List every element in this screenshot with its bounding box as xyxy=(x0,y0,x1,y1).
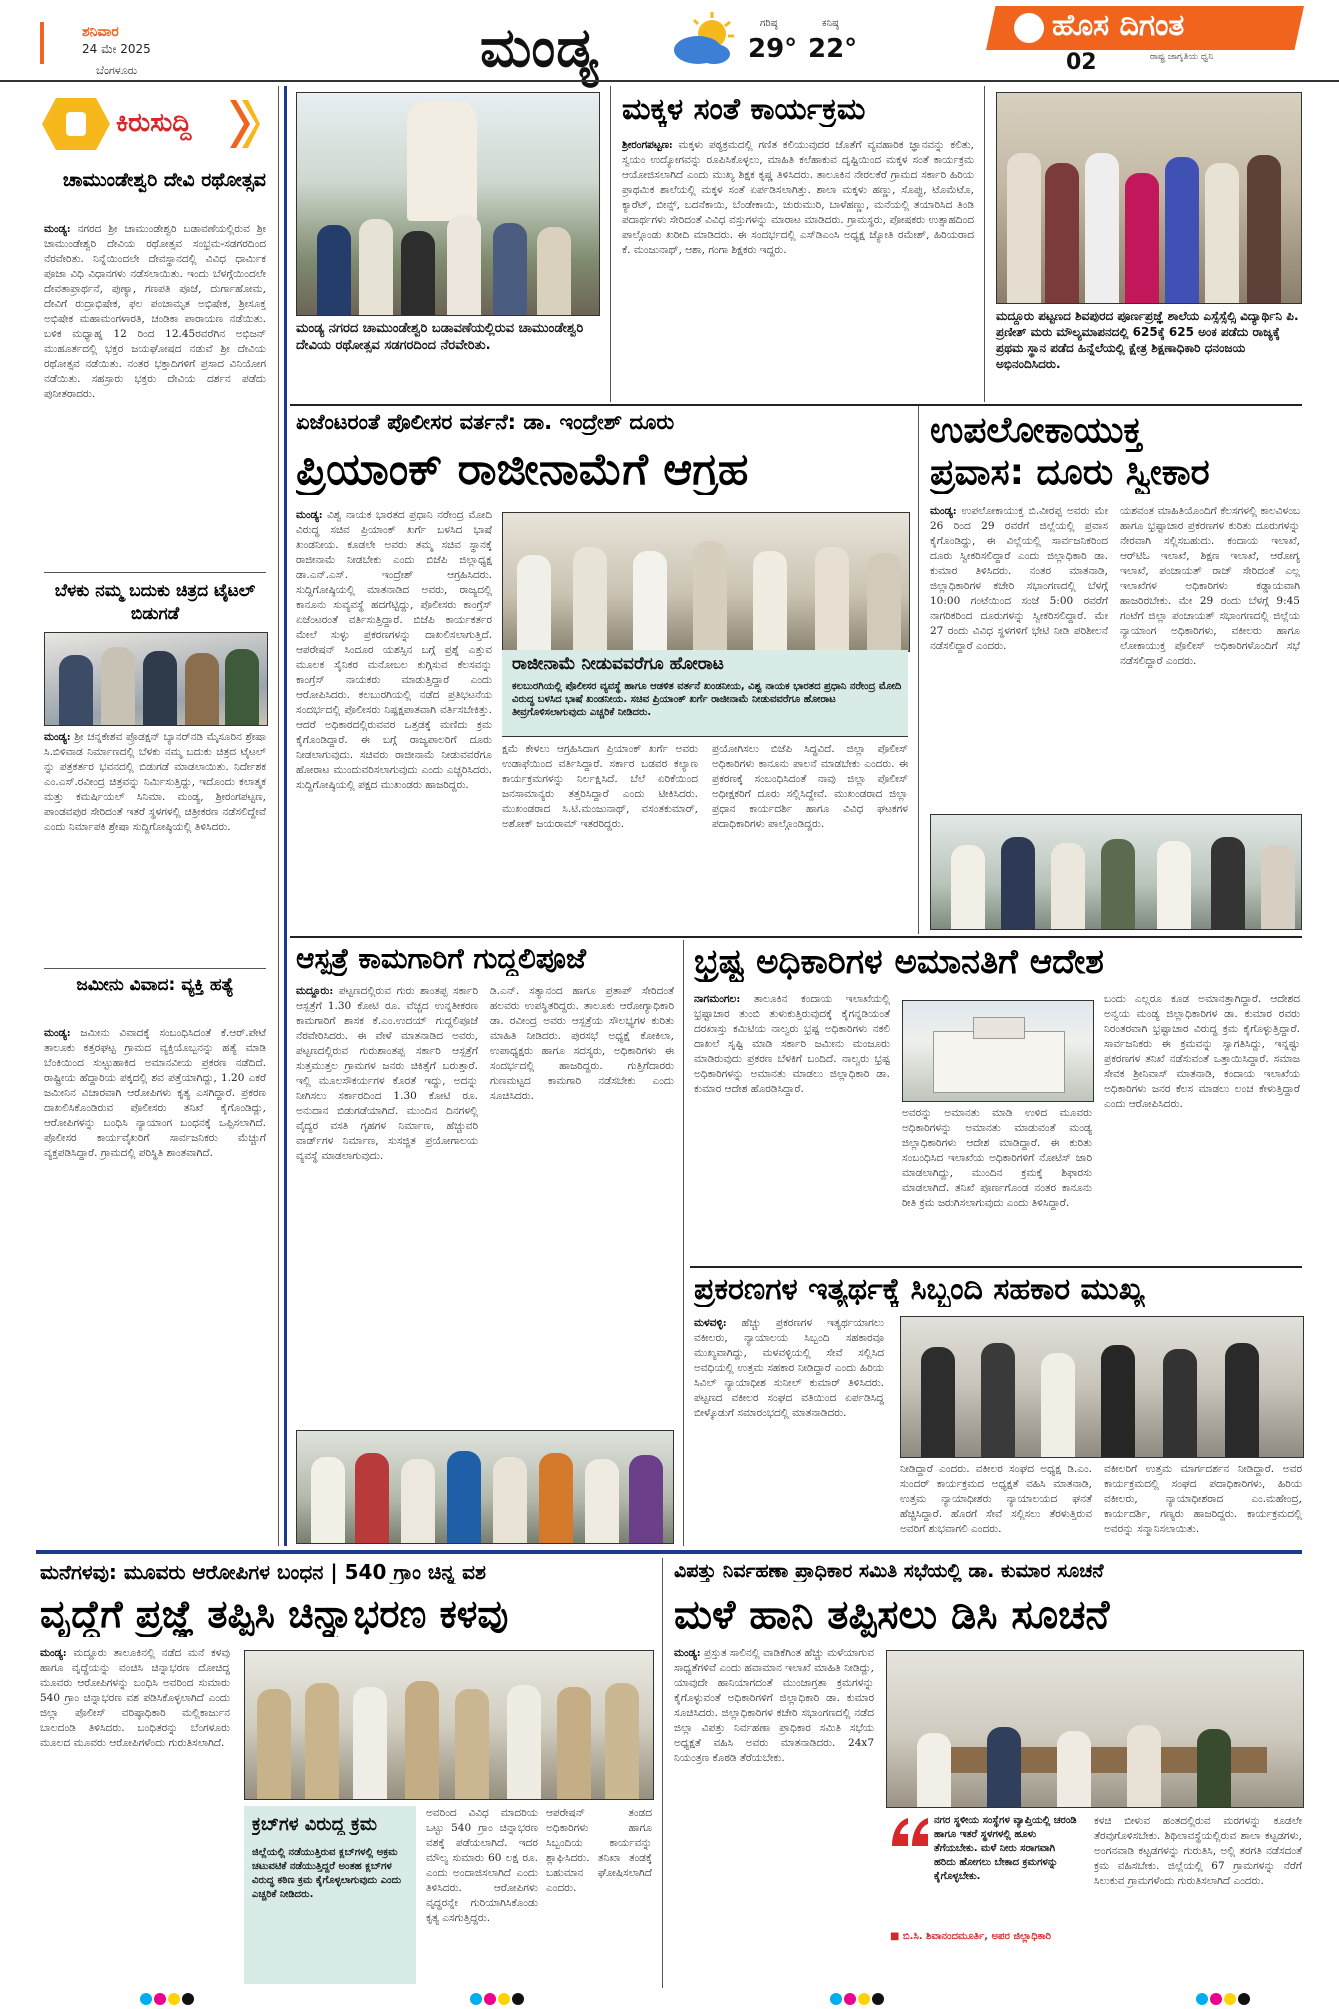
rath-festival-photo xyxy=(296,92,600,316)
masthead-date-accent xyxy=(40,22,44,64)
priyank-headline: ಪ್ರಿಯಾಂಕ್ ರಾಜೀನಾಮೆಗೆ ಆಗ್ರಹ xyxy=(296,444,749,495)
section-rule xyxy=(290,404,1302,406)
column-divider xyxy=(984,86,985,402)
judge-farewell-photo xyxy=(900,1316,1304,1458)
priyank-body-3 xyxy=(712,742,908,928)
suspension-headline: ಭ್ರಷ್ಟ ಅಧಿಕಾರಿಗಳ ಅಮಾನತಿಗೆ ಆದೇಶ xyxy=(694,942,1104,982)
section-rule xyxy=(690,1266,1302,1268)
suspension-body-2 xyxy=(902,1106,1092,1282)
upalokayukta-body-2 xyxy=(1120,504,1300,804)
santhe-body xyxy=(622,138,974,396)
disaster-meeting-photo xyxy=(886,1650,1304,1808)
dateline: ಮಂಡ್ಯ: xyxy=(44,223,71,235)
dateline: ಶ್ರೀರಂಗಪಟ್ಟಣ: xyxy=(622,139,673,151)
dateline: ಮದ್ದೂರು: xyxy=(296,985,334,997)
priyank-kicker: ಏಜೆಂಟರಂತೆ ಪೊಲೀಸರ ವರ್ತನೆ: ಡಾ. ಇಂದ್ರೇಶ್ ದೂರು xyxy=(296,410,675,434)
dateline: ಮಂಡ್ಯ: xyxy=(40,1647,67,1659)
hospital-body-2 xyxy=(490,984,674,1424)
article-text: ಡಿ.ಎನ್. ಸತ್ಯಾನಂದ ಹಾಗೂ ಪ್ರತಾಪ್ ಸೇರಿದಂತೆ ಹಲವರು ಉಪಸ್ಥಿತರಿದ್ದರು. ತಾಲೂಕು ಆರೋಗ್ಯಾಧಿಕಾರಿ ಡಾ. ರವೀಂದ್ರ ಅವರು ಆಸ್ಪತ್ರೆಯ ಸೌಲಭ್ಯಗಳ ಕುರಿತು ಮಾಹಿತಿ ನೀಡಿದರು. ಪುರಸಭೆ ಅಧ್ಯಕ್ಷೆ ಕೋಕಿಲಾ, ಉಪಾಧ್ಯಕ್ಷರು ಹಾಗೂ ಸದಸ್ಯರು, ಅಧಿಕಾರಿಗಳು ಈ ಸಂದರ್ಭದಲ್ಲಿ ಹಾಜರಿದ್ದರು. ಗುತ್ತಿಗೆದಾರರು ಗುಣಮಟ್ಟದ ಕಾಮಗಾರಿ ನಡೆಸಬೇಕು ಎಂದು ಸೂಚಿಸಿದರು. xyxy=(490,985,674,1102)
priyank-body-2 xyxy=(502,742,698,928)
kirusuddi-title-2: ಬೆಳಕು ನಮ್ಮ ಬದುಕು ಚಿತ್ರದ ಟೈಟಲ್ ಬಿಡುಗಡೆ xyxy=(54,581,256,624)
registration-marks xyxy=(830,1990,886,2009)
dateline: ಮಳವಳ್ಳಿ: xyxy=(694,1317,727,1329)
disaster-quote-box xyxy=(886,1810,1082,1970)
kirusuddi-title-1: ಚಾಮುಂಡೇಶ್ವರಿ ದೇವಿ ರಥೋತ್ಸವ xyxy=(62,169,266,191)
kirusuddi-title-3: ಜಮೀನು ವಿವಾದ: ವ್ಯಕ್ತಿ ಹತ್ಯೆ xyxy=(76,975,234,995)
max-temp-label: ಗರಿಷ್ಠ xyxy=(760,18,778,29)
registration-marks xyxy=(140,1990,196,2009)
masthead-city: ಬೆಂಗಳೂರು xyxy=(96,64,138,77)
divider xyxy=(44,572,266,573)
article-text: ಮಕ್ಕಳು ಪಠ್ಯಕ್ರಮದಲ್ಲಿ ಗಣಿತ ಕಲಿಯುವುದರ ಜೊತೆಗೆ ವ್ಯವಹಾರಿಕ ಜ್ಞಾನವನ್ನು ಕಲಿತು, ಸ್ವಯಂ ಉದ್ಯೋಗವನ್ನು ರೂಪಿಸಿಕೊಳ್ಳಲು, ಮಾಹಿತಿ ಕಲೆಹಾಕುವ ದೃಷ್ಟಿಯಿಂದ ಮಕ್ಕಳ ಸಂತೆ ಕಾರ್ಯಕ್ರಮ ಆಯೋಜಿಸಲಾಗಿದೆ ಎಂದು ಮುಖ್ಯ ಶಿಕ್ಷಕ ಕೃಷ್ಣ ತಿಳಿಸಿದರು. ತಾಲೂಕಿನ ನೇರಲಕೆರೆ ಗ್ರಾಮದ ಸರ್ಕಾರಿ ಹಿರಿಯ ಪ್ರಾಥಮಿಕ ಶಾಲೆಯಲ್ಲಿ ಮಕ್ಕಳ ಸಂತೆ ಏರ್ಪಡಿಸಲಾಗಿತ್ತು. ಶಾಲಾ ಮಕ್ಕಳು ಹಣ್ಣು, ಸೊಪ್ಪು, ಟೊಮೆಟೊ, ಕ್ಯಾರೆಟ್, ಬೀನ್ಸ್, ಬದನೆಕಾಯಿ, ಬೆಂಡೇಕಾಯಿ, ಚುರುಮುರಿ, ಬಾಳೆಹಣ್ಣು, ಮನೆಯಲ್ಲಿ ತಯಾರಿಸಿದ ತಿಂಡಿ ಪದಾರ್ಥಗಳು ಸೇರಿದಂತೆ ವಿವಿಧ ವಸ್ತುಗಳನ್ನು ಮಾರಾಟ ಮಾಡಿದರು. ಗ್ರಾಮಸ್ಥರು, ಪೋಷಕರು ಉತ್ಸಾಹದಿಂದ ಪಾಲ್ಗೊಂಡು ಖರೀದಿ ಮಾಡಿದರು. ಈ ಸಂದರ್ಭದಲ್ಲಿ ಎಸ್‌ಡಿಎಂಸಿ ಅಧ್ಯಕ್ಷ ಜ್ಯೋತಿ ರಮೇಶ್, ಹಿರಿಯರಾದ ಕೆ. ಮಂಜುನಾಥ್, ಆಶಾ, ಗಂಗಾ ಶಿಕ್ಷಕರು ಇದ್ದರು. xyxy=(622,139,974,256)
article-text: ಕ್ಷಮೆ ಕೇಳಲು ಆಗ್ರಹಿಸಿದಾಗ ಪ್ರಿಯಾಂಕ್ ಖರ್ಗೆ ಅವರು ಉಡಾಫೆಯಿಂದ ವರ್ತಿಸಿದ್ದಾರೆ. ಸರ್ಕಾರ ಬಡವರ ಕಲ್ಯಾಣ ಕಾರ್ಯಕ್ರಮಗಳನ್ನು ನಿರ್ಲಕ್ಷಿಸಿದೆ. ಬೆಲೆ ಏರಿಕೆಯಿಂದ ಜನಸಾಮಾನ್ಯರು ತತ್ತರಿಸಿದ್ದಾರೆ ಎಂದು ಟೀಕಿಸಿದರು. ಮುಖಂಡರಾದ ಸಿ.ಟಿ.ಮಂಜುನಾಥ್, ವಸಂತಕುಮಾರ್, ಅಶೋಕ್ ಜಯರಾಮ್ ಇತರರಿದ್ದರು. xyxy=(502,743,698,830)
masthead xyxy=(0,0,1339,80)
article-text: ಮದ್ದೂರು ತಾಲೂಕಿನಲ್ಲಿ ನಡೆದ ಮನೆ ಕಳವು ಹಾಗೂ ವೃದ್ಧೆಯನ್ನು ವಂಚಿಸಿ ಚಿನ್ನಾಭರಣ ದೋಚಿದ್ದ ಮೂವರು ಆರೋಪಿಗಳನ್ನು ಬಂಧಿಸಿ ಅವರಿಂದ ಸುಮಾರು 540 ಗ್ರಾಂ ಚಿನ್ನಾಭರಣ ವಶ ಪಡಿಸಿಕೊಳ್ಳಲಾಗಿದೆ ಎಂದು ಜಿಲ್ಲಾ ಪೊಲೀಸ್ ವರಿಷ್ಠಾಧಿಕಾರಿ ಮಲ್ಲಿಕಾರ್ಜುನ ಬಾಲದಂಡಿ ತಿಳಿಸಿದರು. ಬಂಧಿತರನ್ನು ಬೆಂಗಳೂರು ಮೂಲದ ಮೂವರು ಆರೋಪಿಗಳೆಂದು ಗುರುತಿಸಲಾಗಿದೆ. xyxy=(40,1647,230,1749)
club-action-box xyxy=(244,1806,416,1984)
club-action-title: ಕ್ರಬ್‌ಗಳ ವಿರುದ್ಧ ಕ್ರಮ xyxy=(252,1814,377,1835)
column-divider xyxy=(610,86,611,402)
min-temp: 22° xyxy=(808,34,858,64)
upalokayukta-headline-line1: ಉಪಲೋಕಾಯುಕ್ತ xyxy=(930,410,1143,451)
kirusuddi-label: ಕಿರುಸುದ್ದಿ xyxy=(116,108,192,138)
chain-kicker: ಮನೆಗಳವು: ಮೂವರು ಆರೋಪಿಗಳ ಬಂಧನ | 540 ಗ್ರಾಂ ಚಿನ್ನ ವಶ xyxy=(40,1560,486,1584)
weather-icon xyxy=(668,10,738,70)
article-text: ಪ್ರಯೋಗಿಸಲು ಬಿಜೆಪಿ ಸಿದ್ಧವಿದೆ. ಜಿಲ್ಲಾ ಪೊಲೀಸ್ ಅಧಿಕಾರಿಗಳು ಕಾನೂನು ಪಾಲನೆ ಮಾಡಬೇಕು ಎಂದರು. ಈ ಪ್ರಕರಣಕ್ಕೆ ಸಂಬಂಧಿಸಿದಂತೆ ನಾವು ಜಿಲ್ಲಾ ಪೊಲೀಸ್ ಅಧೀಕ್ಷಕರಿಗೆ ದೂರು ಸಲ್ಲಿಸಿದ್ದೇವೆ. ಮುಖಂಡರಾದ ಜಿಲ್ಲಾ ಪ್ರಧಾನ ಕಾರ್ಯದರ್ಶಿ ಹಾಗೂ ವಿವಿಧ ಘಟಕಗಳ ಪದಾಧಿಕಾರಿಗಳು ಪಾಲ್ಗೊಂಡಿದ್ದರು. xyxy=(712,743,908,830)
photo-caption-text: ಕಲಬುರಗಿಯಲ್ಲಿ ಪೊಲೀಸರ ವ್ಯವಸ್ಥೆ ಹಾಗೂ ಆಡಳಿತ ವರ್ತನೆ ಖಂಡನೀಯ, ವಿಶ್ವ ನಾಯಕ ಭಾರತದ ಪ್ರಧಾನಿ ನರೇಂದ್ರ ಮೋದಿ ವಿರುದ್ಧ ಬಳಸಿದ ಭಾಷೆ ಖಂಡನೀಯ. ಸಚಿವ ಪ್ರಿಯಾಂಕ್ ಖರ್ಗೆ ರಾಜೀನಾಮೆ ನೀಡುವವರೆಗೂ ಹೋರಾಟ ತೀವ್ರಗೊಳಿಸಲಾಗುವುದು ಎಚ್ಚರಿಕೆ ನೀಡಿದರು. xyxy=(512,681,902,718)
article-text: ಶ್ರೀ ಚನ್ನಕೇಶವ ಪ್ರೊಡಕ್ಷನ್ ಬ್ಯಾನರ್‌ನಡಿ ಮೈಸೂರಿನ ಶ್ರೇಷಾ ಸಿ.ಬಿಳಿವಾಡ ನಿರ್ಮಾಣದಲ್ಲಿ ಬೆಳಕು ನಮ್ಮ ಬದುಕು ಚಿತ್ರದ ಟೈಟಲ್ ನ್ನು ಪತ್ರಕರ್ತರ ಭವನದಲ್ಲಿ ಬಿಡುಗಡೆ ಮಾಡಲಾಯಿತು. ನಿರ್ದೇಶಕ ಎಂ.ಎಸ್.ರವೀಂದ್ರ ಚಿತ್ರವನ್ನು ನಿರ್ಮಿಸುತ್ತಿದ್ದು, ಇದೊಂದು ಕಲಾತ್ಮಕ ಮತ್ತು ಕಮರ್ಷಿಯಲ್ ಸಿನಿಮಾ. ಮಂಡ್ಯ, ಶ್ರೀರಂಗಪಟ್ಟಣ, ಪಾಂಡವಪುರ ಸೇರಿದಂತೆ ಇತರೆ ಸ್ಥಳಗಳಲ್ಲಿ ಚಿತ್ರೀಕರಣ ನಡೆಸಲಿದ್ದೇವೆ ಎಂದು ನಿರ್ಮಾಪಕಿ ಶ್ರೇಷಾ ಸುದ್ದಿಗೋಷ್ಠಿಯಲ್ಲಿ ತಿಳಿಸಿದರು. xyxy=(44,731,266,833)
chain-body-1 xyxy=(40,1646,230,1984)
film-title-photo xyxy=(44,632,268,726)
chain-body-2 xyxy=(426,1806,538,1984)
district-title: ಮಂಡ್ಯ xyxy=(480,16,600,79)
hospital-body-1 xyxy=(296,984,478,1424)
page-number: 02 xyxy=(1066,50,1097,75)
brand-logo-icon xyxy=(1014,13,1044,43)
hospital-ceremony-photo xyxy=(296,1430,674,1544)
photo-caption-box xyxy=(502,650,908,737)
divider xyxy=(44,968,266,969)
top-rule xyxy=(0,80,1339,82)
article-text: ಪಟ್ಟಣದಲ್ಲಿರುವ ಗುರು ಶಾಂತಪ್ಪ ಸರ್ಕಾರಿ ಆಸ್ಪತ್ರೆಗೆ 1.30 ಕೋಟಿ ರೂ. ವೆಚ್ಚದ ಉನ್ನತೀಕರಣ ಕಾಮಗಾರಿಗೆ ಶಾಸಕ ಕೆ.ಎಂ.ಉದಯ್ ಗುದ್ದಲಿಪೂಜೆ ನೆರವೇರಿಸಿದರು. ಈ ವೇಳೆ ಮಾತನಾಡಿದ ಅವರು, ಪಟ್ಟಣದಲ್ಲಿರುವ ಗುರುಶಾಂತಪ್ಪ ಸರ್ಕಾರಿ ಆಸ್ಪತ್ರೆಗೆ ಸುತ್ತಮುತ್ತಲ ಗ್ರಾಮಗಳ ಜನರು ಚಿಕಿತ್ಸೆಗೆ ಬರುತ್ತಾರೆ. ಇಲ್ಲಿ ಮೂಲಸೌಕರ್ಯಗಳ ಕೊರತೆ ಇದ್ದು, ಅದನ್ನು ನೀಗಿಸಲು ಸರ್ಕಾರದಿಂದ 1.30 ಕೋಟಿ ರೂ. ಅನುದಾನ ಬಿಡುಗಡೆಯಾಗಿದೆ. ಮುಂದಿನ ದಿನಗಳಲ್ಲಿ ವೈದ್ಯರ ವಸತಿ ಗೃಹಗಳ ನಿರ್ಮಾಣ, ಹೆಚ್ಚುವರಿ ವಾರ್ಡ್‌ಗಳ ನಿರ್ಮಾಣ, ಸುಸಜ್ಜಿತ ಪ್ರಯೋಗಾಲಯ ವ್ಯವಸ್ಥೆ ಮಾಡಲಾಗುವುದು. xyxy=(296,985,478,1162)
article-text: ವಕೀಲರಿಗೆ ಉತ್ತಮ ಮಾರ್ಗದರ್ಶನ ನೀಡಿದ್ದಾರೆ. ಅವರ ಕಾರ್ಯಕ್ರಮದಲ್ಲಿ ಸಂಘದ ಪದಾಧಿಕಾರಿಗಳು, ಹಿರಿಯ ವಕೀಲರು, ನ್ಯಾಯಾಧೀಶರಾದ ಎಂ.ಮಹೇಂದ್ರ, ಕಾರ್ಯದರ್ಶಿ, ಗಣ್ಯರು ಹಾಜರಿದ್ದರು. ಕಾರ್ಯಕ್ರಮದಲ್ಲಿ ಅವರನ್ನು ಸನ್ಮಾನಿಸಲಾಯಿತು. xyxy=(1104,1463,1302,1535)
rath-photo-caption: ಮಂಡ್ಯ ನಗರದ ಚಾಮುಂಡೇಶ್ವರಿ ಬಡಾವಣೆಯಲ್ಲಿರುವ ಚಾಮುಂಡೇಶ್ವರಿ ದೇವಿಯ ರಥೋತ್ಸವ ಸಡಗರದಿಂದ ನೆರವೇರಿತು. xyxy=(296,321,584,353)
masthead-date: 24 ಮೇ 2025 xyxy=(82,42,151,56)
dateline: ಮಂಡ್ಯ: xyxy=(44,731,71,743)
article-text: ಬಂದು ಎಲ್ಲರೂ ಕೂಡ ಅಮಾನತ್ತಾಗಿದ್ದಾರೆ. ಆದೇಶದ ಅನ್ವಯ ಮಂಡ್ಯ ಜಿಲ್ಲಾಧಿಕಾರಿಗಳ ಡಾ. ಕುಮಾರ ರವರು ನಿರಂತರವಾಗಿ ಭ್ರಷ್ಟಾಚಾರ ವಿರುದ್ಧ ಕ್ರಮ ಕೈಗೊಳ್ಳುತ್ತಿದ್ದಾರೆ. ಸಾರ್ವಜನಿಕರು ಈ ಕ್ರಮವನ್ನು ಸ್ವಾಗತಿಸಿದ್ದು, ಇನ್ನಷ್ಟು ಪ್ರಕರಣಗಳ ತನಿಖೆ ನಡೆಸುವಂತೆ ಒತ್ತಾಯಿಸಿದ್ದಾರೆ. ಸಮಾಜ ಸೇವಕ ಶ್ರೀನಿವಾಸ್ ಮಾತನಾಡಿ, ಕಂದಾಯ ಇಲಾಖೆಯ ಅಧಿಕಾರಿಗಳು ಜನರ ಕೆಲಸ ಮಾಡಲು ಲಂಚ ಕೇಳುತ್ತಿದ್ದಾರೆ ಎಂದು ಆರೋಪಿಸಿದರು. xyxy=(1104,993,1300,1110)
dateline: ಮಂಡ್ಯ: xyxy=(930,505,957,517)
article-text: ಆಪರೇಷನ್ ತಂಡದ ಅಧಿಕಾರಿಗಳು ಹಾಗೂ ಸಿಬ್ಬಂದಿಯ ಕಾರ್ಯವನ್ನು ಶ್ಲಾಘಿಸಿದರು. ತನಿಖಾ ತಂಡಕ್ಕೆ ಬಹುಮಾನ ಘೋಷಿಸಲಾಗಿದೆ ಎಂದರು. xyxy=(546,1807,652,1894)
max-temp: 29° xyxy=(748,34,798,64)
article-text: ಜಮೀನು ವಿವಾದಕ್ಕೆ ಸಂಬಂಧಿಸಿದಂತೆ ಕೆ.ಆರ್.ಪೇಟೆ ತಾಲೂಕು ಕತ್ತರಘಟ್ಟ ಗ್ರಾಮದ ವ್ಯಕ್ತಿಯೊಬ್ಬನನ್ನು ಹತ್ಯೆ ಮಾಡಿ ಬೆಂಕಿಯಿಂದ ಸುಟ್ಟುಹಾಕಿದ ಅಮಾನವೀಯ ಪ್ರಕರಣ ನಡೆದಿದೆ. ರಾಷ್ಟ್ರೀಯ ಹೆದ್ದಾರಿಯ ಪಕ್ಕದಲ್ಲಿ ಶವ ಪತ್ತೆಯಾಗಿದ್ದು, 1.20 ಎಕರೆ ಜಮೀನಿನ ವಿಚಾರವಾಗಿ ಆರೋಪಿಗಳು ಕೃತ್ಯ ಎಸಗಿದ್ದಾರೆ. ಪ್ರಕರಣ ದಾಖಲಿಸಿಕೊಂಡಿರುವ ಪೊಲೀಸರು ತನಿಖೆ ಕೈಗೊಂಡಿದ್ದು, ಆರೋಪಿಗಳನ್ನು ಬಂಧಿಸಿ ನ್ಯಾಯಾಂಗ ಬಂಧನಕ್ಕೆ ಒಪ್ಪಿಸಲಾಗಿದೆ. ಪೊಲೀಸರ ಕಾರ್ಯವೈಖರಿಗೆ ಸಾರ್ವಜನಿಕರು ಮೆಚ್ಚುಗೆ ವ್ಯಕ್ತಪಡಿಸಿದ್ದಾರೆ. ಗ್ರಾಮದಲ್ಲಿ ಪರಿಸ್ಥಿತಿ ಶಾಂತವಾಗಿದೆ. xyxy=(44,1027,266,1159)
column-divider xyxy=(284,86,287,1546)
cases-body-1 xyxy=(694,1316,884,1544)
kirusuddi-logo xyxy=(40,92,260,156)
student-honour-caption: ಮದ್ದೂರು ಪಟ್ಟಣದ ಶಿವಪುರದ ಪೂರ್ಣಪ್ರಜ್ಞೆ ಶಾಲೆಯ ಎಸ್ಸೆಸ್ಸೆಲ್ಸಿ ವಿದ್ಯಾರ್ಥಿನಿ ಪಿ. ಪ್ರಣೀತ್ ಮರು ಮೌಲ್ಯಮಾಪನದಲ್ಲಿ 625ಕ್ಕೆ 625 ಅಂಕ ಪಡೆದು ರಾಜ್ಯಕ್ಕೆ ಪ್ರಥಮ ಸ್ಥಾನ ಪಡೆದ ಹಿನ್ನೆಲೆಯಲ್ಲಿ ಕ್ಷೇತ್ರ ಶಿಕ್ಷಣಾಧಿಕಾರಿ ಧನಂಜಯ ಅಭಿನಂದಿಸಿದರು. xyxy=(996,309,1299,371)
cases-headline: ಪ್ರಕರಣಗಳ ಇತ್ಯರ್ಥಕ್ಕೆ ಸಿಬ್ಬಂದಿ ಸಹಕಾರ ಮುಖ್ಯ xyxy=(694,1272,1145,1307)
brand-tagline: ರಾಷ್ಟ್ರ ಜಾಗೃತಿಯ ಧ್ವನಿ xyxy=(1150,52,1214,62)
article-text: ನೀಡಿದ್ದಾರೆ ಎಂದರು. ವಕೀಲರ ಸಂಘದ ಅಧ್ಯಕ್ಷ ಡಿ.ಎಂ. ಸುಂದರ್ ಕಾರ್ಯಕ್ರಮದ ಅಧ್ಯಕ್ಷತೆ ವಹಿಸಿ ಮಾತನಾಡಿ, ಉತ್ತಮ ನ್ಯಾಯಾಧೀಶರು ನ್ಯಾಯಾಲಯದ ಘನತೆ ಹೆಚ್ಚಿಸಿದ್ದಾರೆ. ಹೊರಗೆ ಸೇವೆ ಸಲ್ಲಿಸಲು ತೆರಳುತ್ತಿರುವ ಅವರಿಗೆ ಶುಭವಾಗಲಿ ಎಂದರು. xyxy=(900,1463,1092,1535)
column-divider xyxy=(662,1558,663,1988)
article-text: ವಿಶ್ವ ನಾಯಕ ಭಾರತದ ಪ್ರಧಾನಿ ನರೇಂದ್ರ ಮೋದಿ ವಿರುದ್ಧ ಸಚಿವ ಪ್ರಿಯಾಂಕ್ ಖರ್ಗೆ ಬಳಸಿದ ಭಾಷೆ ಖಂಡನೀಯ. ಕೂಡಲೇ ಅವರು ತಮ್ಮ ಸಚಿವ ಸ್ಥಾನಕ್ಕೆ ರಾಜೀನಾಮೆ ನೀಡಬೇಕು ಎಂದು ಬಿಜೆಪಿ ಜಿಲ್ಲಾಧ್ಯಕ್ಷ ಡಾ.ಎನ್.ಎಸ್. ಇಂದ್ರೇಶ್ ಆಗ್ರಹಿಸಿದರು. ಸುದ್ದಿಗೋಷ್ಠಿಯಲ್ಲಿ ಮಾತನಾಡಿದ ಅವರು, ರಾಜ್ಯದಲ್ಲಿ ಕಾನೂನು ಸುವ್ಯವಸ್ಥೆ ಹದಗೆಟ್ಟಿದ್ದು, ಪೊಲೀಸರು ಕಾಂಗ್ರೆಸ್ ಏಜೆಂಟರಂತೆ ವರ್ತಿಸುತ್ತಿದ್ದಾರೆ. ಬಿಜೆಪಿ ಕಾರ್ಯಕರ್ತರ ಮೇಲೆ ಸುಳ್ಳು ಪ್ರಕರಣಗಳನ್ನು ದಾಖಲಿಸಲಾಗುತ್ತಿದೆ. ಆಪರೇಷನ್ ಸಿಂದೂರ ಯಶಸ್ಸಿನ ಬಗ್ಗೆ ಪ್ರಶ್ನೆ ಎತ್ತುವ ಮೂಲಕ ಸೈನಿಕರ ಮನೋಬಲ ಕುಗ್ಗಿಸುವ ಕೆಲಸವನ್ನು ಕಾಂಗ್ರೆಸ್ ನಾಯಕರು ಮಾಡುತ್ತಿದ್ದಾರೆ ಎಂದು ಆರೋಪಿಸಿದರು. xyxy=(296,509,492,701)
quote-author: ■ ಬಿ.ಸಿ. ಶಿವಾನಂದಮೂರ್ತಿ, ಅಪರ ಜಿಲ್ಲಾಧಿಕಾರಿ xyxy=(890,1931,1052,1942)
dateline: ನಾಗಮಂಗಲ: xyxy=(694,993,741,1005)
suspension-body-3 xyxy=(1104,992,1300,1282)
section-rule xyxy=(290,936,1302,938)
hospital-headline: ಆಸ್ಪತ್ರೆ ಕಾಮಗಾರಿಗೆ ಗುದ್ದಲಿಪೂಜೆ xyxy=(296,942,586,975)
section-rule xyxy=(36,1550,1302,1554)
column-divider xyxy=(918,404,919,934)
chain-body-3 xyxy=(546,1806,652,1984)
article-text: ನಗರದ ಶ್ರೀ ಚಾಮುಂಡೇಶ್ವರಿ ಬಡಾವಣೆಯಲ್ಲಿರುವ ಶ್ರೀ ಚಾಮುಂಡೇಶ್ವರಿ ದೇವಿಯ ರಥೋತ್ಸವ ಸಂಭ್ರಮ-ಸಡಗರದಿಂದ ನೆರವೇರಿತು. ನಿನ್ನೆಯಿಂದಲೇ ದೇವಸ್ಥಾನದಲ್ಲಿ ವಿವಿಧ ಧಾರ್ಮಿಕ ಪೂಜಾ ವಿಧಿ ವಿಧಾನಗಳು ನಡೆಸಲಾಯಿತು. ಇಂದು ಬೆಳಗ್ಗೆಯಿಂದಲೇ ದೇವತಾಪ್ರಾರ್ಥನೆ, ಪುಣ್ಯಾ, ಗಣಪತಿ ಪೂಜೆ, ದುರ್ಗಾಹೋಮ, ದೇವಿಗೆ ರುದ್ರಾಭಿಷೇಕ, ಫಲ ಪಂಚಾಮೃತ ಅಭಿಷೇಕ, ಶ್ರೀಸೂಕ್ತ ಅಭಿಷೇಕ ಮಹಾಮಂಗಳಾರತಿ, ಚಂಡಿಕಾ ಪಾರಾಯಣ ನಡೆಯಿತು. ಬಳಿಕ ಮಧ್ಯಾಹ್ನ 12 ರಿಂದ 12.45ರವರೆಗಿನ ಅಭಿಜನ್ ಮುಹೂರ್ತದಲ್ಲಿ ಭಕ್ತರ ಜಯಘೋಷದ ನಡುವೆ ಶ್ರೀ ದೇವಿಯ ರಥೋತ್ಸವ ನಡೆಯಿತು. ನಂತರ ಭಕ್ತಾದಿಗಳಿಗೆ ಪ್ರಸಾದ ವಿನಿಯೋಗ ನಡೆಯಿತು. ಸಹಸ್ರಾರು ಭಕ್ತರು ದೇವಿಯ ದರ್ಶನ ಪಡೆದು ಪುನೀತರಾದರು. xyxy=(44,223,266,400)
brand-name: ಹೊಸ ದಿಗಂತ xyxy=(1052,8,1185,43)
column-divider xyxy=(278,86,279,1546)
cases-body-2 xyxy=(900,1462,1092,1544)
article-text: ಪ್ರಸ್ತುತ ಸಾಲಿನಲ್ಲಿ ವಾಡಿಕೆಗಿಂತ ಹೆಚ್ಚು ಮಳೆಯಾಗುವ ಸಾಧ್ಯತೆಗಳಿವೆ ಎಂದು ಹವಾಮಾನ ಇಲಾಖೆ ಮಾಹಿತಿ ನೀಡಿದ್ದು, ಯಾವುದೇ ಹಾನಿಯಾಗದಂತೆ ಮುಂಜಾಗ್ರತಾ ಕ್ರಮಗಳನ್ನು ಕೈಗೊಳ್ಳುವಂತೆ ಅಧಿಕಾರಿಗಳಿಗೆ ಜಿಲ್ಲಾಧಿಕಾರಿ ಡಾ. ಕುಮಾರ ಸೂಚಿಸಿದರು. ಜಿಲ್ಲಾಧಿಕಾರಿಗಳ ಕಚೇರಿ ಸಭಾಂಗಣದಲ್ಲಿ ನಡೆದ ಜಿಲ್ಲಾ ವಿಪತ್ತು ನಿರ್ವಹಣಾ ಪ್ರಾಧಿಕಾರ ಸಮಿತಿ ಸಭೆಯ ಅಧ್ಯಕ್ಷತೆ ವಹಿಸಿ ಅವರು ಮಾತನಾಡಿದರು. 24x7 ನಿಯಂತ್ರಣ ಕೊಠಡಿ ತೆರೆಯಬೇಕು. xyxy=(674,1647,874,1764)
photo-caption-title: ರಾಜೀನಾಮೆ ನೀಡುವವರೆಗೂ ಹೋರಾಟ xyxy=(512,654,724,674)
student-honour-photo xyxy=(996,92,1302,304)
cases-body-3 xyxy=(1104,1462,1302,1544)
disaster-body-2 xyxy=(1094,1814,1302,1984)
kirusuddi-body-2 xyxy=(44,730,266,960)
article-text: ಉಪಲೋಕಾಯುಕ್ತ ಬಿ.ವೀರಪ್ಪ ಅವರು ಮೇ 26 ರಿಂದ 29 ರವರೆಗೆ ಜಿಲ್ಲೆಯಲ್ಲಿ ಪ್ರವಾಸ ಕೈಗೊಂಡಿದ್ದು, ಈ ವಿಲ್ಲೆಯಲ್ಲಿ ಸಾರ್ವಜನಿಕರಿಂದ ದೂರು ಸ್ವೀಕರಿಸಲಿದ್ದಾರೆ ಎಂದು ಜಿಲ್ಲಾಧಿಕಾರಿ ಡಾ. ಕುಮಾರ ತಿಳಿಸಿದರು. ನಂತರ ಮಾತನಾಡಿ, ಜಿಲ್ಲಾಧಿಕಾರಿಗಳ ಕಚೇರಿ ಸಭಾಂಗಣದಲ್ಲಿ ಬೆಳಗ್ಗೆ 10:00 ಗಂಟೆಯಿಂದ ಸಂಜೆ 5:00 ರವರೆಗೆ ನಾಗರಿಕರಿಂದ ದೂರುಗಳನ್ನು ಸ್ವೀಕರಿಸಲಿದ್ದಾರೆ. ಮೇ 27 ರಂದು ವಿವಿಧ ಸ್ಥಳಗಳಿಗೆ ಭೇಟಿ ನೀಡಿ ಪರಿಶೀಲನೆ ನಡೆಸಲಿದ್ದಾರೆ ಎಂದರು. xyxy=(930,505,1108,652)
article-text: ಕಳಚಿ ಬೀಳುವ ಹಂತದಲ್ಲಿರುವ ಮರಗಳನ್ನು ಕೂಡಲೇ ತೆರವುಗೊಳಿಸಬೇಕು. ಶಿಥಿಲಾವಸ್ಥೆಯಲ್ಲಿರುವ ಶಾಲಾ ಕಟ್ಟಡಗಳು, ಅಂಗನವಾಡಿ ಕಟ್ಟಡಗಳನ್ನು ಗುರುತಿಸಿ, ಅಲ್ಲಿ ತರಗತಿ ನಡೆಸದಂತೆ ಕ್ರಮ ವಹಿಸಬೇಕು. ಜಿಲ್ಲೆಯಲ್ಲಿ 67 ಗ್ರಾಮಗಳನ್ನು ನೆರೆಗೆ ಸಿಲುಕುವ ಗ್ರಾಮಗಳೆಂದು ಗುರುತಿಸಲಾಗಿದೆ ಎಂದರು. xyxy=(1094,1815,1302,1887)
club-action-text: ಜಿಲ್ಲೆಯಲ್ಲಿ ನಡೆಯುತ್ತಿರುವ ಕ್ಲಬ್‌ಗಳಲ್ಲಿ ಅಕ್ರಮ ಚಟುವಟಿಕೆ ನಡೆಯುತ್ತಿದ್ದರೆ ಅಂತಹ ಕ್ಲಬ್‌ಗಳ ವಿರುದ್ಧ ಕಠಿಣ ಕ್ರಮ ಕೈಗೊಳ್ಳಲಾಗುವುದು ಎಂದು ಎಚ್ಚರಿಕೆ ನೀಡಿದರು. xyxy=(252,1847,402,1900)
upalokayukta-headline-line2: ಪ್ರವಾಸ: ದೂರು ಸ್ವೀಕಾರ xyxy=(930,452,1210,493)
article-text: ಅವರನ್ನು ಅಮಾನತು ಮಾಡಿ ಉಳಿದ ಮೂವರು ಅಧಿಕಾರಿಗಳನ್ನು ಅಮಾನತು ಮಾಡುವಂತೆ ಮಂಡ್ಯ ಜಿಲ್ಲಾಧಿಕಾರಿಗಳು ಆದೇಶ ಮಾಡಿದ್ದಾರೆ. ಈ ಕುರಿತು ಸಂಬಂಧಿಸಿದ ಇಲಾಖೆಯ ಅಧಿಕಾರಿಗಳಿಗೆ ನೋಟಿಸ್ ಜಾರಿ ಮಾಡಲಾಗಿದ್ದು, ಮುಂದಿನ ಕ್ರಮಕ್ಕೆ ಶಿಫಾರಸು ಮಾಡಲಾಗಿದೆ. ತನಿಖೆ ಪೂರ್ಣಗೊಂಡ ನಂತರ ಕಾನೂನು ರೀತಿ ಕ್ರಮ ಜರುಗಿಸಲಾಗುವುದು ಎಂದು ತಿಳಿಸಿದ್ದಾರೆ. xyxy=(902,1107,1092,1209)
article-text: ಅವರಿಂದ ವಿವಿಧ ಮಾದರಿಯ ಒಟ್ಟು 540 ಗ್ರಾಂ ಚಿನ್ನಾಭರಣ ವಶಕ್ಕೆ ಪಡೆಯಲಾಗಿದೆ. ಇದರ ಮೌಲ್ಯ ಸುಮಾರು 60 ಲಕ್ಷ ರೂ. ಎಂದು ಅಂದಾಜಿಸಲಾಗಿದೆ ಎಂದು ತಿಳಿಸಿದರು. ಆರೋಪಿಗಳು ವೃದ್ಧರನ್ನೇ ಗುರಿಯಾಗಿಸಿಕೊಂಡು ಕೃತ್ಯ ಎಸಗುತ್ತಿದ್ದರು. xyxy=(426,1807,538,1924)
priyank-body-1 xyxy=(296,508,492,928)
article-text: ಹೆಚ್ಚು ಪ್ರಕರಣಗಳ ಇತ್ಯರ್ಥಯಾಗಲು ವಕೀಲರು, ನ್ಯಾಯಾಲಯ ಸಿಬ್ಬಂದಿ ಸಹಕಾರವೂ ಮುಖ್ಯವಾಗಿದ್ದು, ಮಳವಳ್ಳಿಯಲ್ಲಿ ಸೇವೆ ಸಲ್ಲಿಸಿದ ಅವಧಿಯಲ್ಲಿ ಉತ್ತಮ ಸಹಕಾರ ನೀಡಿದ್ದಾರೆ ಎಂದು ಹಿರಿಯ ಸಿವಿಲ್ ನ್ಯಾಯಾಧೀಶ ಸುನೀಲ್ ಕುಮಾರ್ ತಿಳಿಸಿದರು. ಪಟ್ಟಣದ ವಕೀಲರ ಸಂಘದ ವತಿಯಿಂದ ಏರ್ಪಡಿಸಿದ್ದ ಬೀಳ್ಕೊಡುಗೆ ಸಮಾರಂಭದಲ್ಲಿ ಮಾತನಾಡಿದರು. xyxy=(694,1317,884,1419)
quote-icon xyxy=(890,1816,930,1850)
registration-marks xyxy=(1196,1990,1252,2009)
upalokayukta-body-1 xyxy=(930,504,1108,804)
taluk-office-photo xyxy=(902,1000,1094,1102)
quote-text: ನಗರ ಸ್ಥಳೀಯ ಸಂಸ್ಥೆಗಳ ವ್ಯಾಪ್ತಿಯಲ್ಲಿ ಚರಂಡಿ ಹಾಗೂ ಇತರೆ ಸ್ಥಳಗಳಲ್ಲಿ ಹೂಳು ತೆಗೆಯಬೇಕು. ಮಳೆ ನೀರು ಸರಾಗವಾಗಿ ಹರಿದು ಹೋಗಲು ಬೇಕಾದ ಕ್ರಮಗಳನ್ನು ಕೈಗೊಳ್ಳಬೇಕು. xyxy=(934,1815,1077,1882)
santhe-headline: ಮಕ್ಕಳ ಸಂತೆ ಕಾರ್ಯಕ್ರಮ xyxy=(622,92,866,127)
disaster-kicker: ವಿಪತ್ತು ನಿರ್ವಹಣಾ ಪ್ರಾಧಿಕಾರ ಸಮಿತಿ ಸಭೆಯಲ್ಲಿ ಡಾ. ಕುಮಾರ ಸೂಚನೆ xyxy=(674,1560,1104,1582)
upalokayukta-photo xyxy=(930,814,1302,930)
min-temp-label: ಕನಿಷ್ಠ xyxy=(822,18,839,29)
disaster-body-1 xyxy=(674,1646,874,1984)
suspension-body-1 xyxy=(694,992,890,1172)
dateline: ಮಂಡ್ಯ: xyxy=(674,1647,701,1659)
masthead-day: ಶನಿವಾರ xyxy=(82,24,119,40)
chain-headline: ವೃದ್ಧೆಗೆ ಪ್ರಜ್ಞೆ ತಪ್ಪಿಸಿ ಚಿನ್ನಾಭರಣ ಕಳವು xyxy=(40,1592,509,1636)
press-meet-photo xyxy=(502,512,910,652)
registration-marks xyxy=(470,1990,526,2009)
dateline: ಮಂಡ್ಯ: xyxy=(296,509,323,521)
article-text: ಕಲಬುರಗಿಯಲ್ಲಿ ನಡೆದ ಪ್ರತಿಭಟನೆಯ ಸಂದರ್ಭದಲ್ಲಿ ಪೊಲೀಸರು ನಿಷ್ಪಕ್ಷಪಾತವಾಗಿ ವರ್ತಿಸಬೇಕಿತ್ತು. ಆದರೆ ಅಧಿಕಾರದಲ್ಲಿರುವವರ ಒತ್ತಡಕ್ಕೆ ಮಣಿದು ಕ್ರಮ ಕೈಗೊಂಡಿದ್ದಾರೆ. ಈ ಬಗ್ಗೆ ರಾಜ್ಯಪಾಲರಿಗೆ ದೂರು ನೀಡಲಾಗುವುದು. ಸಚಿವರು ರಾಜೀನಾಮೆ ನೀಡುವವರೆಗೂ ಹೋರಾಟ ಮುಂದುವರಿಸಲಾಗುವುದು ಎಂದು ಎಚ್ಚರಿಸಿದರು. ಸುದ್ದಿಗೋಷ್ಠಿಯಲ್ಲಿ ಪಕ್ಷದ ಮುಖಂಡರು ಹಾಜರಿದ್ದರು. xyxy=(296,689,492,791)
kirusuddi-body-3 xyxy=(44,1026,266,1542)
kirusuddi-body-1 xyxy=(44,222,266,560)
police-arrest-photo xyxy=(244,1650,654,1800)
column-divider xyxy=(683,940,684,1546)
article-text: ಯಶವಂತ ಮಾಹಿತಿಯೊಂದಿಗೆ ಕೆಲಸಗಳಲ್ಲಿ ಕಾಲವಿಳಂಬ ಹಾಗೂ ಭ್ರಷ್ಟಾಚಾರ ಪ್ರಕರಣಗಳ ಕುರಿತು ದೂರುಗಳನ್ನು ನೇರವಾಗಿ ಸಲ್ಲಿಸಬಹುದು. ಕಂದಾಯ ಇಲಾಖೆ, ಆರ್‌ಟಿಓ ಇಲಾಖೆ, ಶಿಕ್ಷಣ ಇಲಾಖೆ, ಆರೋಗ್ಯ ಇಲಾಖೆ, ಪಂಚಾಯತ್ ರಾಜ್ ಸೇರಿದಂತೆ ಎಲ್ಲ ಇಲಾಖೆಗಳ ಅಧಿಕಾರಿಗಳು ಕಡ್ಡಾಯವಾಗಿ ಹಾಜರಿರಬೇಕು. ಮೇ 29 ರಂದು ಬೆಳಗ್ಗೆ 9:45 ಗಂಟೆಗೆ ಜಿಲ್ಲಾ ಪಂಚಾಯತ್ ಸಭಾಂಗಣದಲ್ಲಿ ಜಿಲ್ಲೆಯ ನ್ಯಾಯಾಂಗ ಅಧಿಕಾರಿಗಳು, ವಕೀಲರು ಹಾಗೂ ಲೋಕಾಯುಕ್ತ ಪೊಲೀಸ್ ಅಧಿಕಾರಿಗಳೊಂದಿಗೆ ಸಭೆ ನಡೆಸಲಿದ್ದಾರೆ ಎಂದರು. xyxy=(1120,505,1300,667)
dateline: ಮಂಡ್ಯ: xyxy=(44,1027,71,1039)
disaster-headline: ಮಳೆ ಹಾನಿ ತಪ್ಪಿಸಲು ಡಿಸಿ ಸೂಚನೆ xyxy=(674,1592,1110,1638)
article-text: ತಾಲೂಕಿನ ಕಂದಾಯ ಇಲಾಖೆಯಲ್ಲಿ ಭ್ರಷ್ಟಾಚಾರ ತುಂಬಿ ತುಳುಕುತ್ತಿರುವುದಕ್ಕೆ ಕೈಗನ್ನಡಿಯಂತೆ ದರಖಾಸ್ತು ಕಮಿಟಿಯ ನಾಲ್ವರು ಭ್ರಷ್ಟ ಅಧಿಕಾರಿಗಳು ನಕಲಿ ದಾಖಲೆ ಸೃಷ್ಟಿ ಮಾಡಿ ಸರ್ಕಾರಿ ಜಮೀನು ಮಂಜೂರು ಮಾಡಿರುವುದು ಪ್ರಕರಣ ಬೆಳಕಿಗೆ ಬಂದಿದೆ. ನಾಲ್ವರು ಭ್ರಷ್ಟ ಅಧಿಕಾರಿಗಳನ್ನು ಅಮಾನತು ಮಾಡಲು ಜಿಲ್ಲಾಧಿಕಾರಿ ಡಾ. ಕುಮಾರ ಆದೇಶ ಹೊರಡಿಸಿದ್ದಾರೆ. xyxy=(694,993,890,1095)
